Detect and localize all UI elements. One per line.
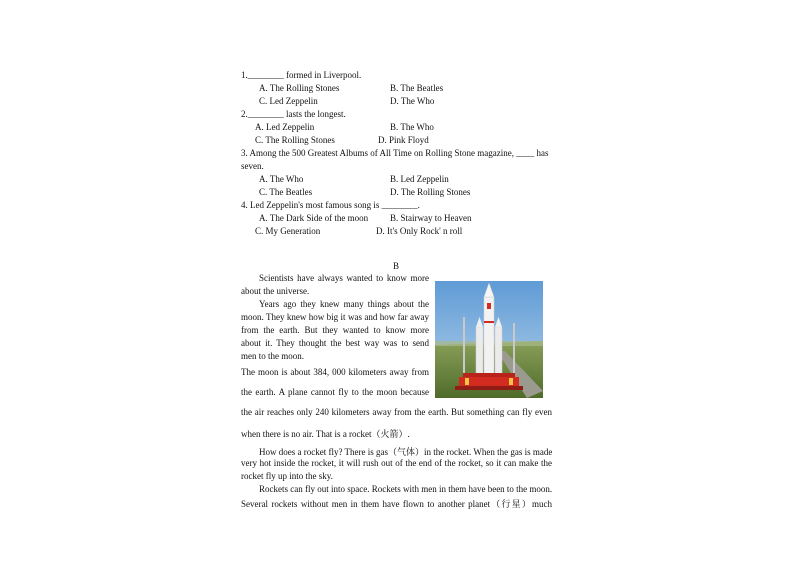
- question-4-option-b: B. Stairway to Heaven: [390, 213, 472, 223]
- passage-line: from the earth. But they wanted to know more: [241, 325, 429, 335]
- rocket-launch-photo: [435, 281, 543, 398]
- passage-line: Several rockets without men in them have flown to another planet（行星）much: [241, 499, 552, 509]
- passage-line: men to the moon.: [241, 351, 304, 361]
- question-3-stem-line-2: seven.: [241, 161, 264, 171]
- passage-line: The moon is about 384, 000 kilometers away from: [241, 367, 429, 377]
- question-3-stem-line-1: 3. Among the 500 Greatest Albums of All Time on Rolling Stone magazine, ____ has: [241, 148, 549, 158]
- question-1-option-a: A. The Rolling Stones: [259, 83, 340, 93]
- question-4-option-a: A. The Dark Side of the moon: [259, 213, 369, 223]
- passage-line: when there is no air. That is a rocket（火箭）.: [241, 429, 410, 439]
- passage-line: rocket fly up into the sky.: [241, 471, 333, 481]
- question-3-option-b: B. Led Zeppelin: [390, 174, 449, 184]
- passage-line: Rockets can fly out into space. Rockets with men in them have been to the moon.: [259, 484, 553, 494]
- question-4-option-d: D. It's Only Rock' n roll: [376, 226, 463, 236]
- question-2-option-d: D. Pink Floyd: [378, 135, 429, 145]
- passage-line: Scientists have always wanted to know more: [259, 273, 429, 283]
- question-2-stem: 2.________ lasts the longest.: [241, 109, 346, 119]
- passage-line: Years ago they knew many things about the: [259, 299, 429, 309]
- question-4-stem: 4. Led Zeppelin's most famous song is ________.: [241, 200, 420, 210]
- passage-line: How does a rocket fly? There is gas（气体）in the rocket. When the gas is made: [259, 447, 553, 457]
- passage-line: about it. They thought the best way was to send: [241, 338, 429, 348]
- passage-line: very hot inside the rocket, it will rush out of the end of the rocket, so it can make the: [241, 458, 552, 468]
- passage-line: the air reaches only 240 kilometers away from the earth. But something can fly even: [241, 407, 552, 417]
- question-1-option-b: B. The Beatles: [390, 83, 444, 93]
- rocket-icon: [435, 281, 543, 398]
- question-2-option-c: C. The Rolling Stones: [255, 135, 335, 145]
- question-3-option-a: A. The Who: [259, 174, 304, 184]
- question-1-stem: 1.________ formed in Liverpool.: [241, 70, 362, 80]
- question-1-option-d: D. The Who: [390, 96, 435, 106]
- passage-line: about the universe.: [241, 286, 310, 296]
- passage-line: moon. They knew how big it was and how far away: [241, 312, 429, 322]
- question-2-option-a: A. Led Zeppelin: [255, 122, 315, 132]
- question-3-option-d: D. The Rolling Stones: [390, 187, 471, 197]
- question-4-option-c: C. My Generation: [255, 226, 321, 236]
- passage-line: the earth. A plane cannot fly to the moon because: [241, 387, 429, 397]
- question-2-option-b: B. The Who: [390, 122, 434, 132]
- question-3-option-c: C. The Beatles: [259, 187, 313, 197]
- section-b-heading: B: [393, 261, 400, 271]
- question-1-option-c: C. Led Zeppelin: [259, 96, 318, 106]
